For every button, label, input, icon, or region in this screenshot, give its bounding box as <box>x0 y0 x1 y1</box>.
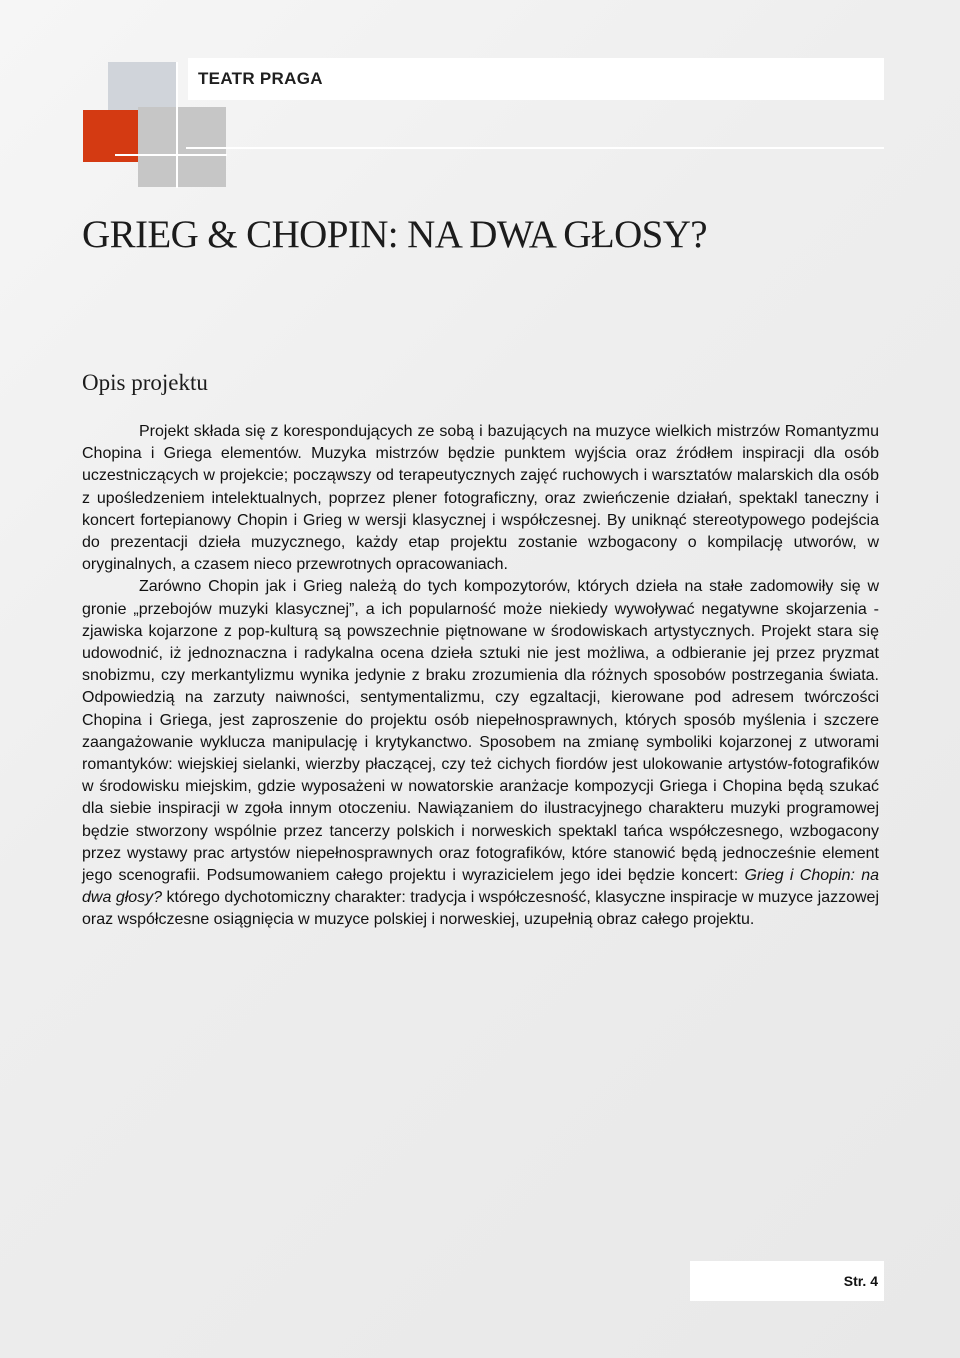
section-heading: Opis projektu <box>82 370 208 395</box>
logo-line-vertical <box>176 62 178 188</box>
page-number-box <box>690 1261 884 1301</box>
paragraph-1: Projekt składa się z korespondujących ze sobą i bazujących na muzyce wielkich mistrzów Romantyzmu Chopina i Griega elementów. Muzyka mistrzów będzie punktem wyjścia oraz źródłem inspiracji dla osób uczestniczących w projekcie; począwszy od terapeutycznych zajęć ruchowych i warsztatów malarskich dla osób z upośledzeniem intelektualnych, poprzez plener fotograficzny, oraz zwieńczenie działań, spektakl taneczny i koncert fortepianowy Chopin i Grieg w wersji klasycznej i współczesnej. By uniknąć stereotypowego podejścia do prezentacji dzieła muzycznego, każdy etap projektu zostanie wzbogacony o kompilację utworów, w oryginalnych, a czasem nieco przewrotnych opracowaniach. <box>82 423 879 574</box>
header-brand: TEATR PRAGA <box>198 69 323 88</box>
body-text <box>82 421 879 932</box>
paragraph-2 <box>82 576 879 931</box>
paragraph-2-part-2: którego dychotomiczny charakter: tradycja i współczesność, klasyczne inspiracje w muzyce jazzowej oraz współczesne osiągnięcia w muzyce polskiej i norweskiej, uzupełnią obraz całego projektu. <box>82 889 880 929</box>
header-rule <box>186 147 884 149</box>
header-bar <box>188 58 884 100</box>
page-number: Str. 4 <box>843 1273 878 1289</box>
logo-line-horizontal <box>115 154 227 156</box>
paragraph-2-part-1: Zarówno Chopin jak i Grieg należą do tych kompozytorów, których dzieła na stałe zadomowiły się w gronie „przebojów muzyki klasycznej”, a ich popularność może niekiedy wywoływać negatywne skojarzenia - zjawiska kojarzone z pop-kulturą są powszechnie piętnowane w środowiskach artystycznych. Projekt stara się udowodnić, iż jednoznaczna i radykalna ocena dzieła sztuki nie jest możliwa, a odbieranie jej przez pryzmat snobizmu, czy merkantylizmu wynika jedynie z braku zrozumienia dla różnych sposobów postrzegania świata. Odpowiedzią na zarzuty naiwności, sentymentalizmu, czy egzaltacji, kierowane pod adresem twórczości Chopina i Griega, jest zaproszenie do projektu osób niepełnosprawnych, których sposób myślenia i szczere zaangażowanie wyklucza manipulację i krytykanctwo. Sposobem na zmianę symboliki kojarzonej z utworami romantyków: wiejskiej sielanki, wierzby płaczącej, czy też cichych fiordów jest ulokowanie artystów-fotografików w środowisku miejskim, gdzie wyposażeni w nowatorskie aranżacje kompozycji Griega i Chopina będą szukać dla siebie inspiracji w zgoła innym otoczeniu. Nawiązaniem do ilustracyjnego charakteru muzyki programowej będzie stworzony wspólnie przez tancerzy polskich i norweskich spektakl tańca współczesnego, wzbogacony przez wystawy prac artystów niepełnosprawnych oraz fotografików, które stanowić będą jednocześnie element jego scenografii. Podsumowaniem całego projektu i wyrazicielem jego idei będzie koncert: <box>82 578 879 885</box>
page-title: GRIEG & CHOPIN: NA DWA GŁOSY? <box>82 213 708 256</box>
concert-title: Grieg i Chopin: na dwa głosy? <box>82 867 879 907</box>
